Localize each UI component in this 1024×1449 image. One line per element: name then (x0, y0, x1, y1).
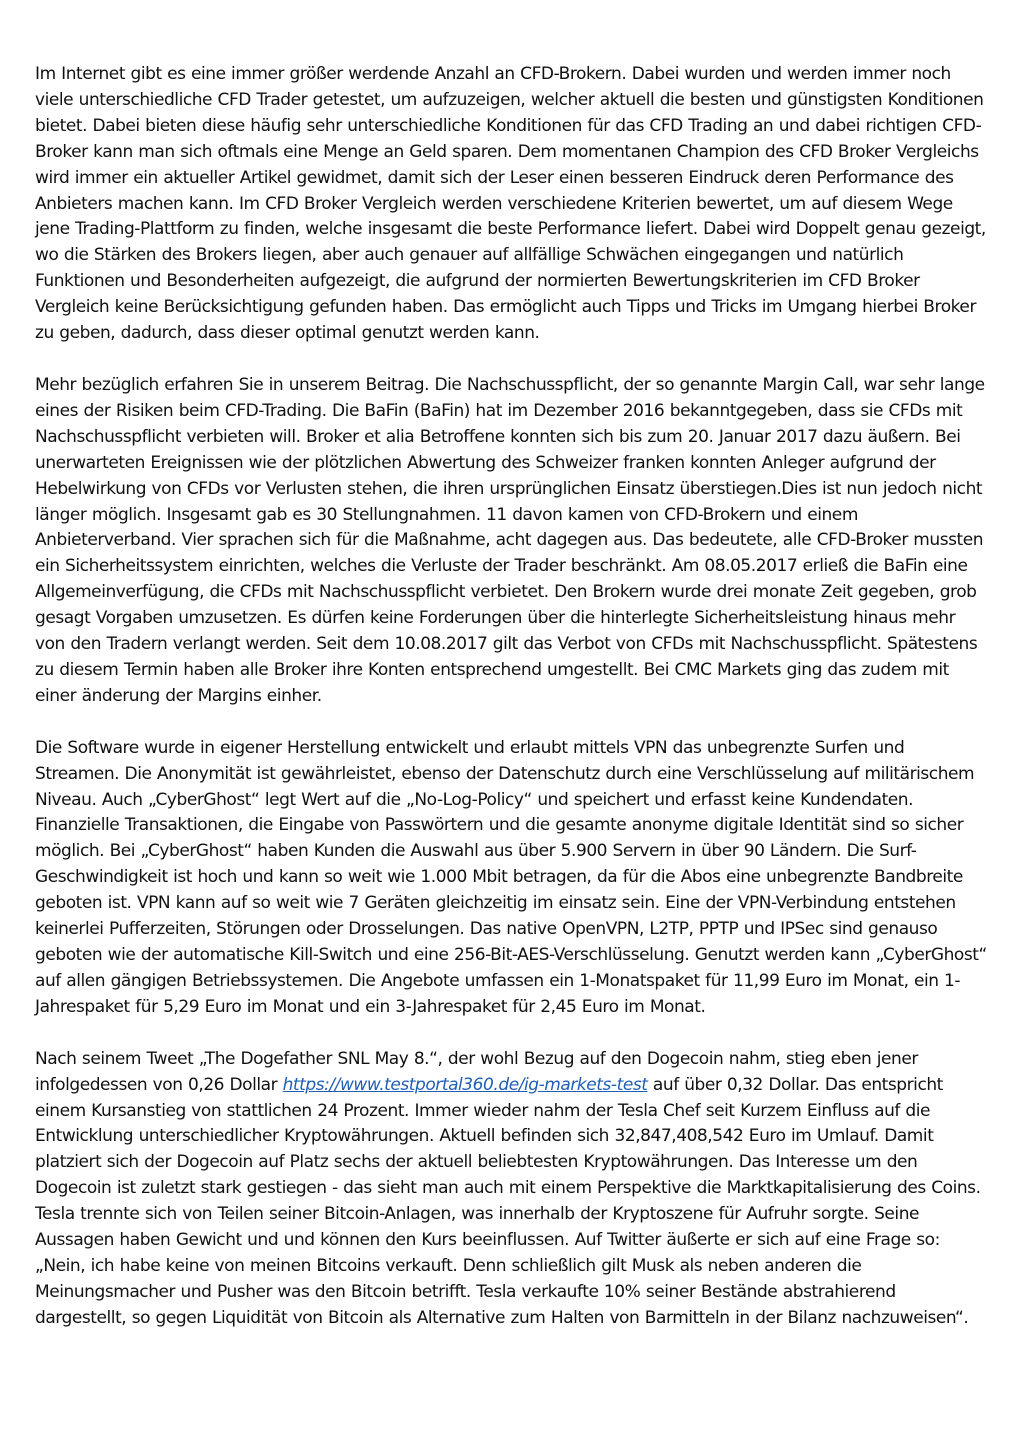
document-body (35, 62, 989, 1358)
paragraph-cyberghost: Die Software wurde in eigener Herstellung entwickelt und erlaubt mittels VPN das unbegrenzte Surfen und Streamen. Die Anonymität ist gewährleistet, ebenso der Datenschutz durch eine Verschlüsselung auf militärischem Niveau. Auch „CyberGhost“ legt Wert auf die „No-Log-Policy“ und speichert und erfasst keine Kundendaten. Finanzielle Transaktionen, die Eingabe von Passwörtern und die gesamte anonyme digitale Identität sind so sicher möglich. Bei „CyberGhost“ haben Kunden die Auswahl aus über 5.900 Servern in über 90 Ländern. Die Surf-Geschwindigkeit ist hoch und kann so weit wie 1.000 Mbit betragen, da für die Abos eine unbegrenzte Bandbreite geboten ist. VPN kann auf so weit wie 7 Geräten gleichzeitig im einsatz sein. Eine der VPN-Verbindung entstehen keinerlei Pufferzeiten, Störungen oder Drosselungen. Das native OpenVPN, L2TP, PPTP und IPSec sind genauso geboten wie der automatische Kill-Switch und eine 256-Bit-AES-Verschlüsselung. Genutzt werden kann „CyberGhost“ auf allen gängigen Betriebssystemen. Die Angebote umfassen ein 1-Monatspaket für 11,99 Euro im Monat, ein 1-Jahrespaket für 5,29 Euro im Monat und ein 3-Jahrespaket für 2,45 Euro im Monat. (35, 737, 987, 1017)
paragraph-dogecoin-text-after: auf über 0,32 Dollar. Das entspricht einem Kursanstieg von stattlichen 24 Prozent. Immer wieder nahm der Tesla Chef seit Kurzem Einfluss auf die Entwicklung unterschiedlicher Kryptowährungen. Aktuell befinden sich 32,847,408,542 Euro im Umlauf. Damit platziert sich der Dogecoin auf Platz sechs der aktuell beliebtesten Kryptowährungen. Das Interesse um den Dogecoin ist zuletzt stark gestiegen - das sieht man auch mit einem Perspektive die Marktkapitalisierung des Coins. Tesla trennte sich von Teilen seiner Bitcoin-Anlagen, was innerhalb der Kryptoszene für Aufruhr sorgte. Seine Aussagen haben Gewicht und und können den Kurs beeinflussen. Auf Twitter äußerte er sich auf eine Frage so: „Nein, ich habe keine von meinen Bitcoins verkauft. Denn schließlich gilt Musk als neben anderen die Meinungsmacher und Pusher was den Bitcoin betrifft. Tesla verkaufte 10% seiner Bestände abstrahierend dargestellt, so gegen Liquidität von Bitcoin als Alternative zum Halten von Barmitteln in der Bilanz nachzuweisen“. (35, 1074, 981, 1328)
paragraph-dogecoin-text-before: Nach seinem Tweet „The Dogefather SNL May 8.“, der wohl Bezug auf den Dogecoin nahm, stieg eben jener infolgedessen von 0,26 Dollar (35, 1048, 918, 1095)
paragraph-nachschusspflicht: Mehr bezüglich erfahren Sie in unserem Beitrag. Die Nachschusspflicht, der so genannte Margin Call, war sehr lange eines der Risiken beim CFD-Trading. Die BaFin (BaFin) hat im Dezember 2016 bekanntgegeben, dass sie CFDs mit Nachschusspflicht verbieten will. Broker et alia Betroffene konnten sich bis zum 20. Januar 2017 dazu äußern. Bei unerwarteten Ereignissen wie der plötzlichen Abwertung des Schweizer franken konnten Anleger aufgrund der Hebelwirkung von CFDs vor Verlusten stehen, die ihren ursprünglichen Einsatz überstiegen.Dies ist nun jedoch nicht länger möglich. Insgesamt gab es 30 Stellungnahmen. 11 davon kamen von CFD-Brokern und einem Anbieterverband. Vier sprachen sich für die Maßnahme, acht dagegen aus. Das bedeutete, alle CFD-Broker mussten ein Sicherheitssystem einrichten, welches die Verluste der Trader beschränkt. Am 08.05.2017 erließ die BaFin eine Allgemeinverfügung, die CFDs mit Nachschusspflicht verbietet. Den Brokern wurde drei monate Zeit gegeben, grob gesagt Vorgaben umzusetzen. Es dürfen keine Forderungen über die hinterlegte Sicherheitsleistung hinaus mehr von den Tradern verlangt werden. Seit dem 10.08.2017 gilt das Verbot von CFDs mit Nachschusspflicht. Spätestens zu diesem Termin haben alle Broker ihre Konten entsprechend umgestellt. Bei CMC Markets ging das zudem mit einer änderung der Margins einher. (35, 374, 985, 706)
paragraph-cfd-broker-vergleich: Im Internet gibt es eine immer größer werdende Anzahl an CFD-Brokern. Dabei wurden und werden immer noch viele unterschiedliche CFD Trader getestet, um aufzuzeigen, welcher aktuell die besten und günstigsten Konditionen bietet. Dabei bieten diese häufig sehr unterschiedliche Konditionen für das CFD Trading an und dabei richtigen CFD-Broker kann man sich oftmals eine Menge an Geld sparen. Dem momentanen Champion des CFD Broker Vergleichs wird immer ein aktueller Artikel gewidmet, damit sich der Leser einen besseren Eindruck deren Performance des Anbieters machen kann. Im CFD Broker Vergleich werden verschiedene Kriterien bewertet, um auf diesem Wege jene Trading-Plattform zu finden, welche insgesamt die beste Performance liefert. Dabei wird Doppelt genau gezeigt, wo die Stärken des Brokers liegen, aber auch genauer auf allfällige Schwächen eingegangen und natürlich Funktionen und Besonderheiten aufgezeigt, die aufgrund der normierten Bewertungskriterien im CFD Broker Vergleich keine Berücksichtigung gefunden haben. Das ermöglicht auch Tipps und Tricks im Umgang hierbei Broker zu geben, dadurch, dass dieser optimal genutzt werden kann. (35, 64, 986, 344)
testportal-link[interactable]: https://www.testportal360.de/ig-markets-test (282, 1074, 648, 1095)
paragraph-dogecoin (35, 1047, 989, 1332)
